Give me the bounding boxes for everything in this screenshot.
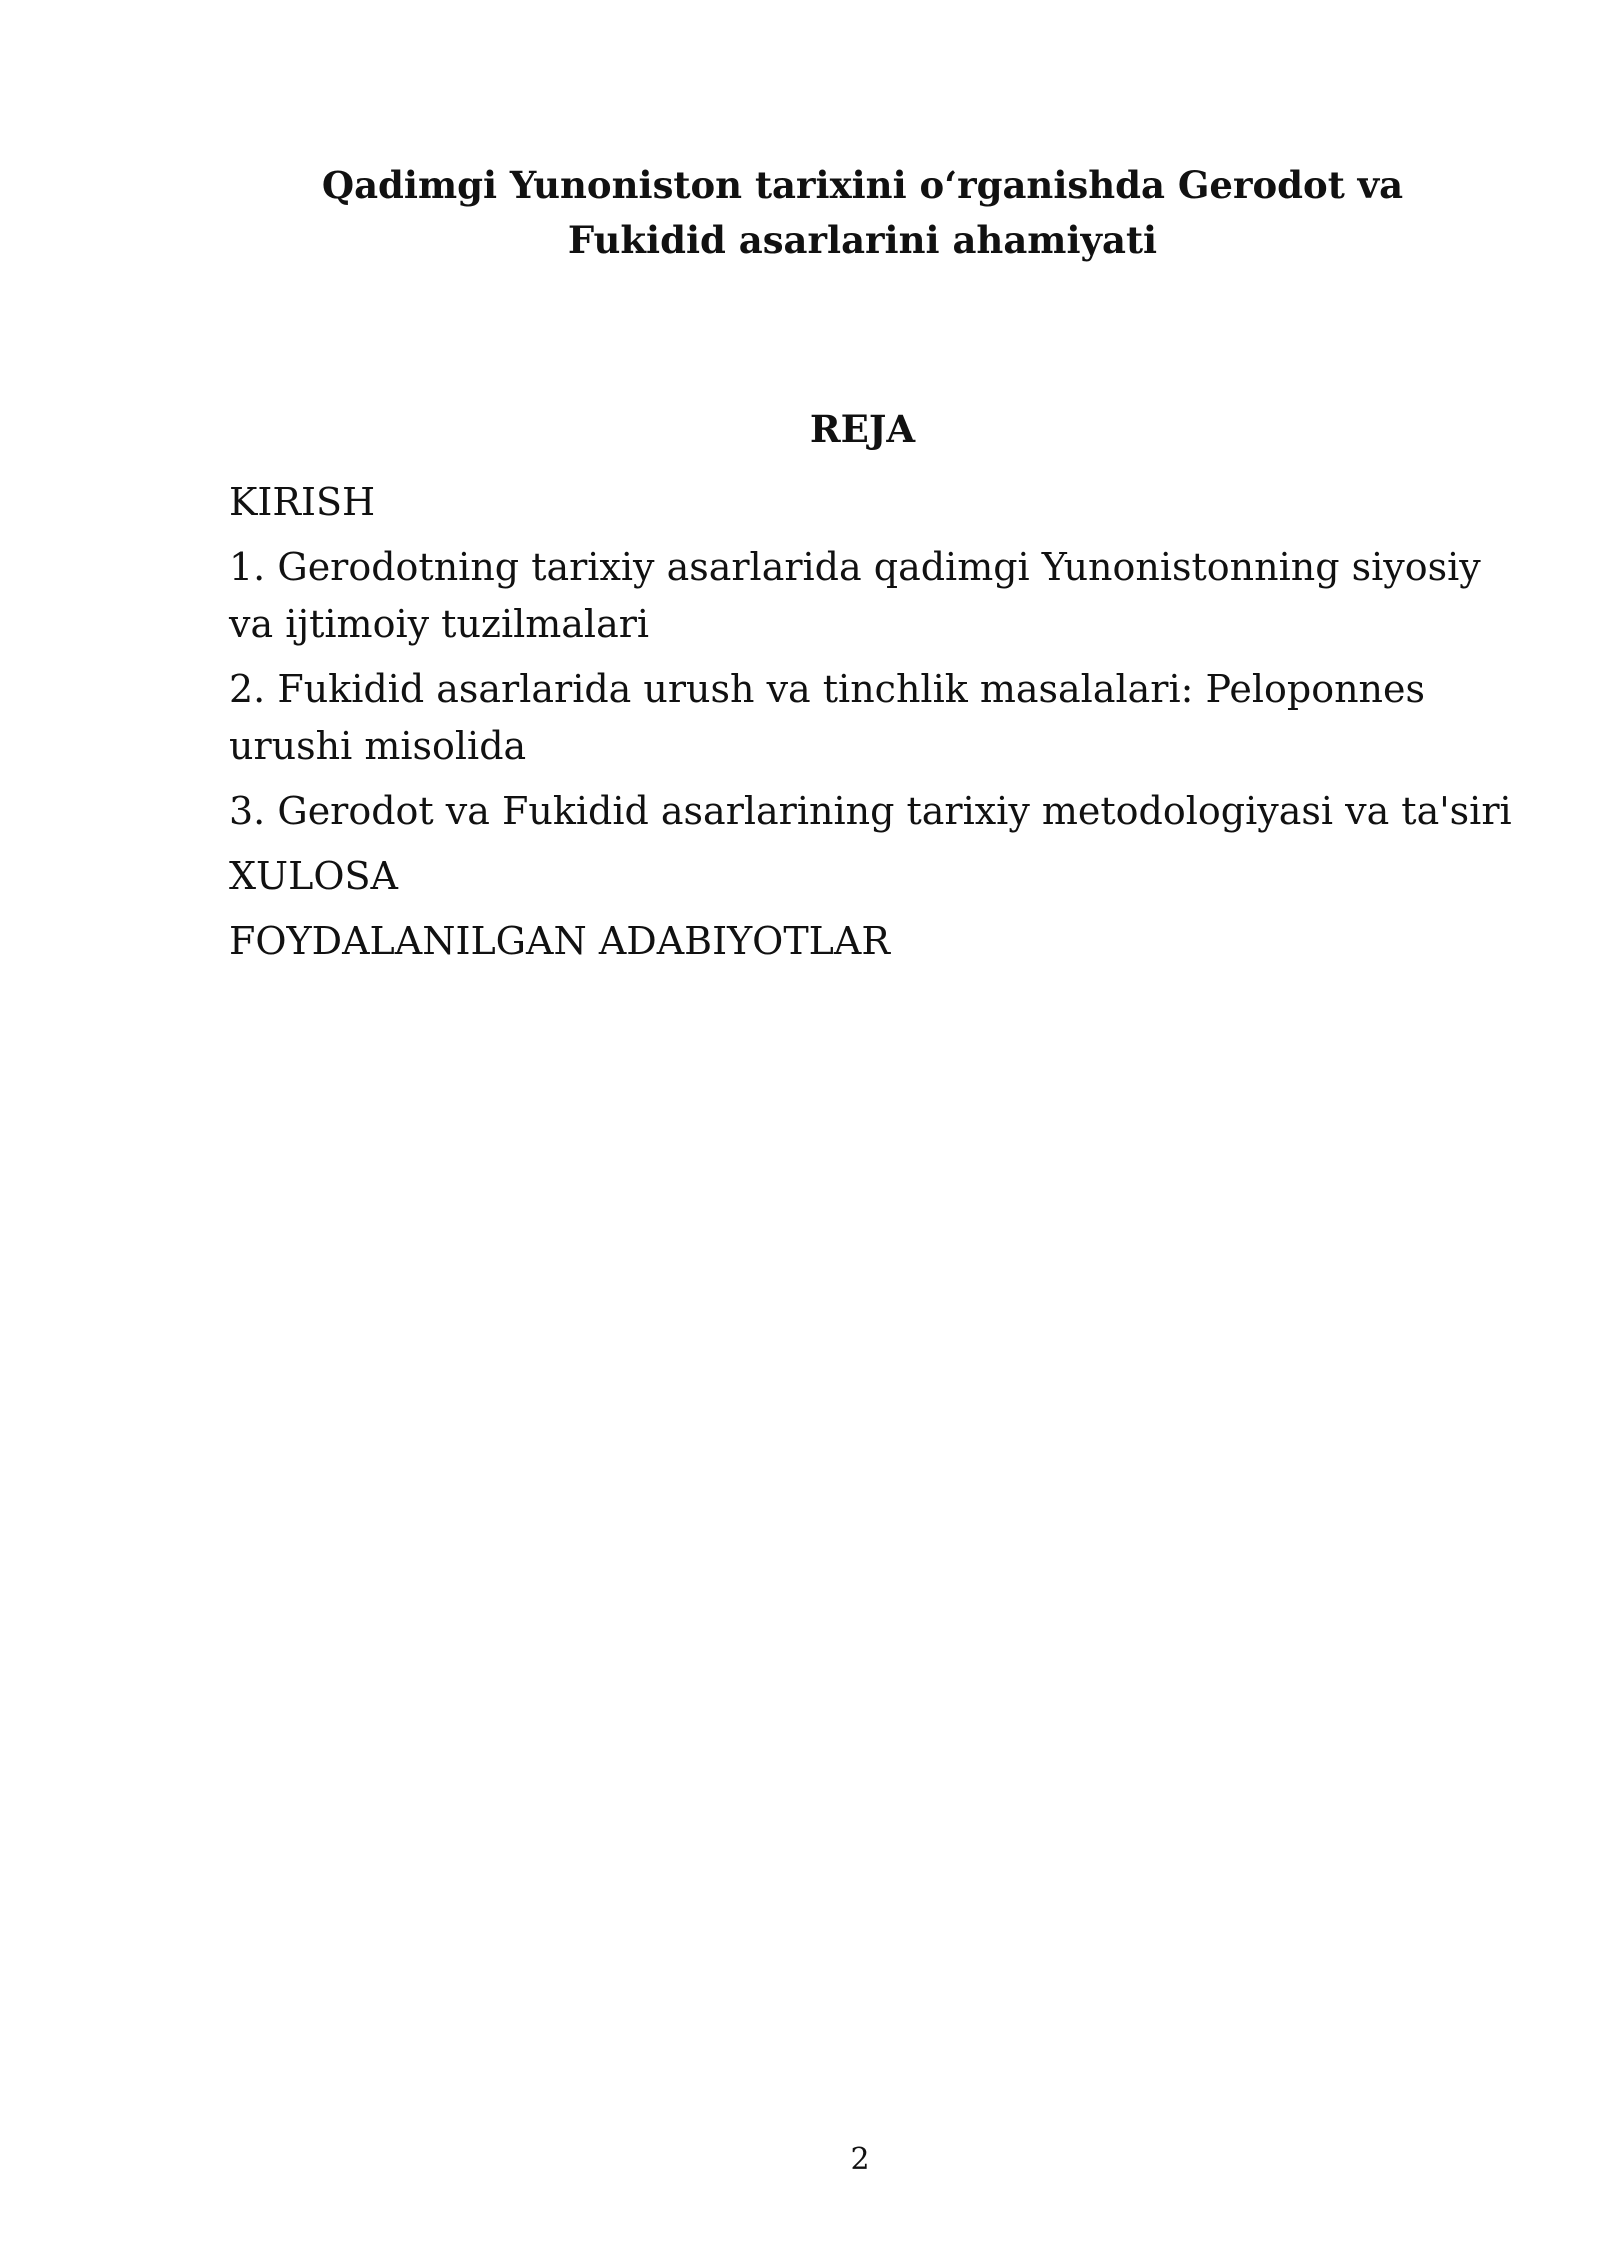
toc-item-conclusion: XULOSA	[229, 854, 398, 898]
toc-item-chapter-3: 3. Gerodot va Fukidid asarlarining tarixiy metodologiyasi va ta'siri	[229, 789, 1512, 833]
plan-heading: REJA	[809, 407, 916, 451]
document-title-line-2: Fukidid asarlarini ahamiyati	[567, 218, 1158, 262]
document-title	[230, 158, 1495, 268]
toc-item-chapter-2: 2. Fukidid asarlarida urush va tinchlik masalalari: Peloponnes urushi misolida	[229, 667, 1426, 768]
document-title-line-1: Qadimgi Yunoniston tarixini o‘rganishda Gerodot va	[321, 163, 1404, 207]
table-of-contents	[229, 474, 1519, 978]
toc-item-references: FOYDALANILGAN ADABIYOTLAR	[229, 919, 890, 963]
toc-item-intro: KIRISH	[229, 480, 376, 524]
page-number: 2	[850, 2142, 870, 2177]
toc-item-chapter-1: 1. Gerodotning tarixiy asarlarida qadimgi Yunonistonning siyosiy va ijtimoiy tuzilmalari	[229, 545, 1481, 646]
